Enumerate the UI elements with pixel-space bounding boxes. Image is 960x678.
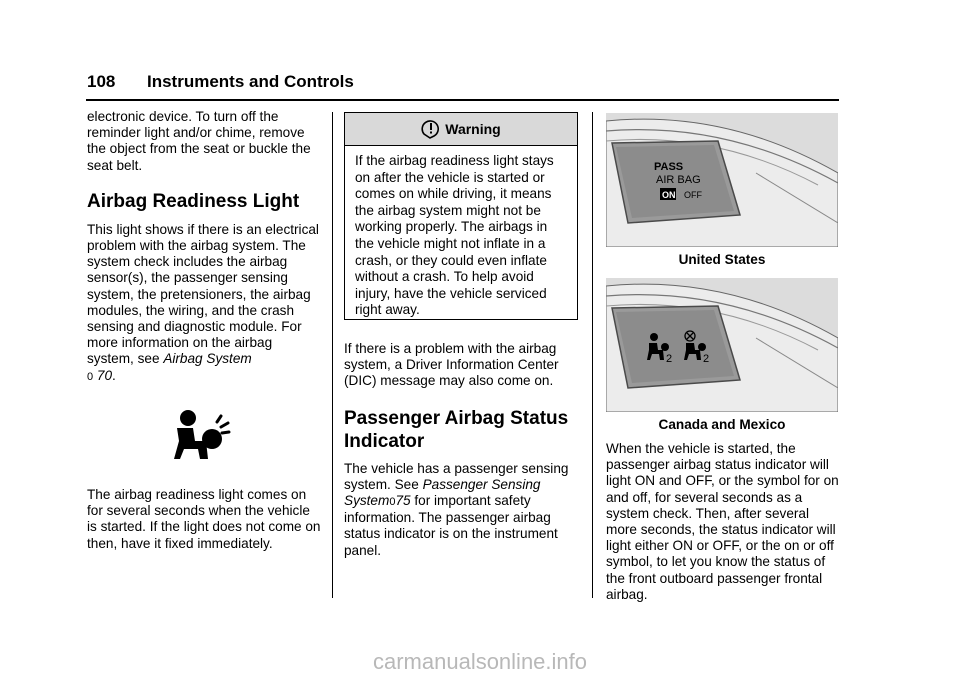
warning-title: Warning: [445, 121, 501, 137]
status-indicator-paragraph: When the vehicle is started, the passenger airbag status indicator will light ON and OFF, or the symbol for on and off, for several seconds as a system check. Then, after several more seconds, the status indicator will light either ON or OFF, or the on or off symbol, to let you know the status of the front outboard passenger frontal airbag.: [606, 441, 839, 602]
page-ref-icon: 0: [87, 370, 94, 383]
airbag-system-link[interactable]: Airbag System: [163, 351, 252, 367]
header-rule: [86, 99, 839, 101]
canada-mexico-indicator-illustration: [606, 278, 838, 412]
column-1: [87, 109, 321, 385]
airbag-readiness-on-paragraph: The airbag readiness light comes on for several seconds when the vehicle is started. If the light does not come on then, have it fixed immediately.: [87, 487, 321, 551]
column-2-lower: [344, 341, 580, 559]
passenger-sensing-page-ref[interactable]: 75: [395, 493, 411, 509]
page-number: 108: [87, 72, 116, 91]
passenger-sensing-paragraph: The vehicle has a passenger sensing system. See Passenger Sensing System075 for important safety information. The passenger airbag status indicator is on the instrument panel.: [344, 460, 569, 558]
page-title: Instruments and Controls: [147, 72, 354, 91]
warning-icon: [421, 119, 441, 139]
on-label: ON: [662, 190, 676, 200]
airbag-system-page-ref[interactable]: 70: [96, 367, 113, 383]
column-1-lower: [87, 487, 321, 552]
airbag-readiness-icon: [171, 408, 231, 460]
column-3-text: [606, 441, 840, 603]
airbag-on-seat-number: 2: [666, 353, 673, 365]
figure-canada-mexico-indicator: [606, 278, 838, 412]
column-divider-2: [592, 112, 593, 598]
warning-header: [345, 113, 577, 146]
section-heading-passenger-airbag-status: Passenger Airbag Status Indicator: [344, 407, 569, 452]
airbag-readiness-paragraph: This light shows if there is an electrical problem with the airbag system. The system check includes the airbag sensor(s), the passenger sensing system, the pretensioners, the airbag modules, the wiring, and the crash sensing and diagnostic module. For more information on the airbag system, see Airbag System 0 70.: [87, 221, 319, 383]
us-indicator-illustration: [606, 113, 838, 247]
page-ref-icon: 0: [389, 496, 396, 509]
warning-box: [344, 112, 578, 320]
dic-message-paragraph: If there is a problem with the airbag system, a Driver Information Center (DIC) message may also come on.: [344, 341, 559, 389]
passenger-sensing-system-link[interactable]: Passenger Sensing System: [344, 476, 541, 509]
warning-body: If the airbag readiness light stays on after the vehicle is started or comes on while driving, it means the airbag system might not be working properly. The airbags in the vehicle might not inflate in a crash, or they could even inflate without a crash. To help avoid injury, have the vehicle serviced right away.: [355, 153, 554, 318]
pass-label: PASS: [654, 161, 684, 173]
column-divider-1: [332, 112, 333, 598]
figure-us-indicator: [606, 113, 838, 247]
airbag-off-seat-number: 2: [703, 353, 710, 365]
off-label: OFF: [684, 190, 702, 200]
figure-us-caption: United States: [678, 252, 766, 267]
intro-paragraph: electronic device. To turn off the reminder light and/or chime, remove the object from the seat or buckle the seat belt.: [87, 109, 311, 173]
figure-canada-mexico-caption: Canada and Mexico: [658, 417, 786, 432]
section-heading-airbag-readiness: Airbag Readiness Light: [87, 190, 300, 212]
watermark: carmanualsonline.info: [372, 649, 588, 674]
airbag-label: AIR BAG: [656, 174, 701, 186]
